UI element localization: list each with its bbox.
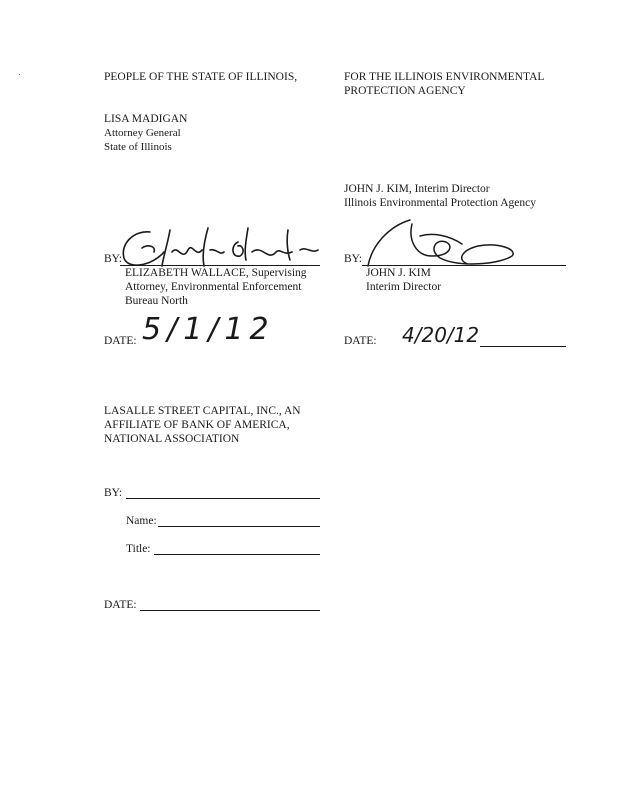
attorney-general-title: Attorney General	[104, 127, 181, 139]
lasalle-heading-line2: AFFILIATE OF BANK OF AMERICA,	[104, 419, 290, 431]
lasalle-name-line[interactable]	[158, 526, 320, 527]
left-signer-line1: ELIZABETH WALLACE, Supervising	[125, 267, 307, 279]
left-date-label: DATE:	[104, 335, 137, 347]
right-date-handwritten: 4/20/12	[402, 323, 480, 347]
right-date-line	[480, 346, 566, 347]
right-signer-name: JOHN J. KIM	[366, 267, 431, 279]
lasalle-title-label: Title:	[126, 543, 151, 555]
left-heading: PEOPLE OF THE STATE OF ILLINOIS,	[104, 71, 298, 83]
agency-name: Illinois Environmental Protection Agency	[344, 197, 536, 209]
lasalle-heading-line3: NATIONAL ASSOCIATION	[104, 433, 240, 445]
lasalle-title-line[interactable]	[154, 554, 320, 555]
right-heading-line1: FOR THE ILLINOIS ENVIRONMENTAL	[344, 71, 545, 83]
state-label: State of Illinois	[104, 141, 172, 153]
lasalle-name-label: Name:	[126, 515, 157, 527]
scan-speck	[19, 74, 20, 75]
lasalle-date-line[interactable]	[140, 610, 320, 611]
right-heading-line2: PROTECTION AGENCY	[344, 85, 466, 97]
right-date-label: DATE:	[344, 335, 377, 347]
lasalle-by-label: BY:	[104, 487, 123, 499]
left-by-label: BY:	[104, 253, 123, 265]
director-name: JOHN J. KIM, Interim Director	[344, 183, 490, 195]
right-signer-title: Interim Director	[366, 281, 442, 293]
right-by-label: BY:	[344, 253, 363, 265]
left-date-handwritten: 5/1/12	[142, 312, 275, 347]
attorney-general-name: LISA MADIGAN	[104, 113, 188, 125]
left-signer-line2: Attorney, Environmental Enforcement	[125, 281, 302, 293]
lasalle-by-line[interactable]	[126, 498, 320, 499]
left-signer-line3: Bureau North	[125, 295, 188, 307]
lasalle-heading-line1: LASALLE STREET CAPITAL, INC., AN	[104, 405, 301, 417]
lasalle-date-label: DATE:	[104, 599, 137, 611]
